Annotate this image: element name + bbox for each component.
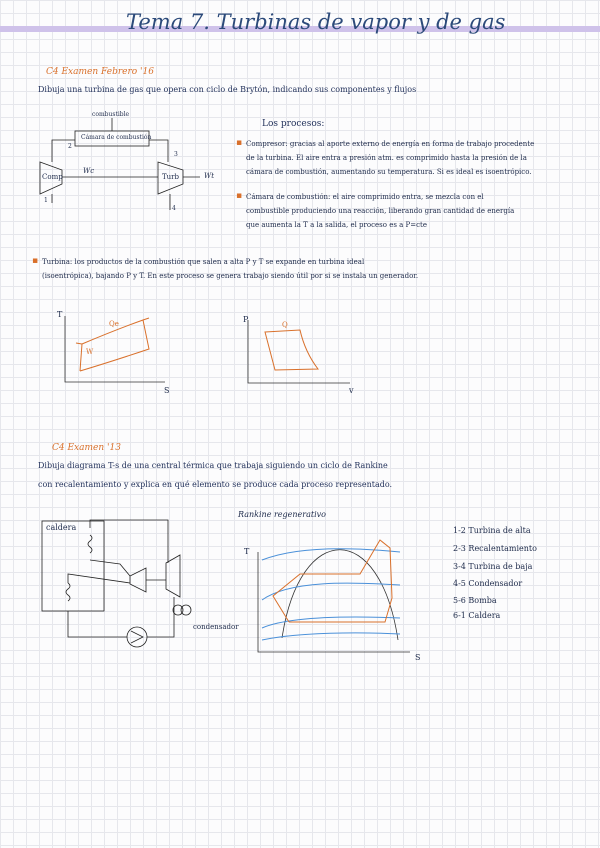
legend-item: 4-5 Condensador (453, 579, 523, 588)
turb-label: Turb (162, 173, 180, 181)
legend-item: 2-3 Recalentamiento (453, 544, 537, 553)
fuel-label: combustible (92, 111, 130, 118)
brayton-pv-y-axis: P (243, 315, 249, 324)
question-label-2: C4 Examen '13 (52, 443, 121, 453)
brayton-pv-q-label: Q (282, 321, 288, 329)
question-label-1: C4 Examen Febrero '16 (46, 67, 154, 77)
node-3: 3 (174, 151, 178, 158)
node-4: 4 (172, 205, 176, 212)
question-prompt-2-line1: Dibuja diagrama T-s de una central térmica que trabaja siguiendo un ciclo de Rankine (38, 461, 388, 470)
condenser-label: condensador (193, 623, 239, 631)
legend-item: 5-6 Bomba (453, 596, 497, 605)
processes-title: Los procesos: (262, 119, 325, 129)
rankine-ts-x-axis: S (415, 653, 421, 662)
question-prompt-2-line2: con recalentamiento y explica en qué elemento se produce cada proceso representado. (38, 480, 393, 489)
boiler-label: caldera (46, 523, 77, 532)
brayton-ts-w-label: W (86, 348, 94, 356)
brayton-ts-y-axis: T (57, 310, 63, 319)
question-prompt-1: Dibuja una turbina de gas que opera con ciclo de Brytón, indicando sus componentes y flujos (38, 85, 417, 94)
comp-label: Comp (42, 173, 63, 181)
brayton-pv-x-axis: v (349, 386, 354, 395)
brayton-ts-x-axis: S (164, 386, 170, 395)
rankine-ts-y-axis: T (244, 547, 250, 556)
chamber-label: Cámara de combustión (81, 134, 152, 141)
node-1: 1 (44, 197, 48, 204)
brayton-ts-q-label: Qe (109, 320, 119, 328)
legend-item: 1-2 Turbina de alta (453, 526, 531, 535)
page-title: Tema 7. Turbinas de vapor y de gas (126, 10, 506, 34)
wt-label: Wt (204, 172, 215, 180)
rankine-subtitle: Rankine regenerativo (238, 510, 326, 519)
wc-label: Wc (83, 167, 95, 175)
node-2: 2 (68, 143, 72, 150)
legend-item: 3-4 Turbina de baja (453, 562, 533, 571)
legend-item: 6-1 Caldera (453, 611, 501, 620)
